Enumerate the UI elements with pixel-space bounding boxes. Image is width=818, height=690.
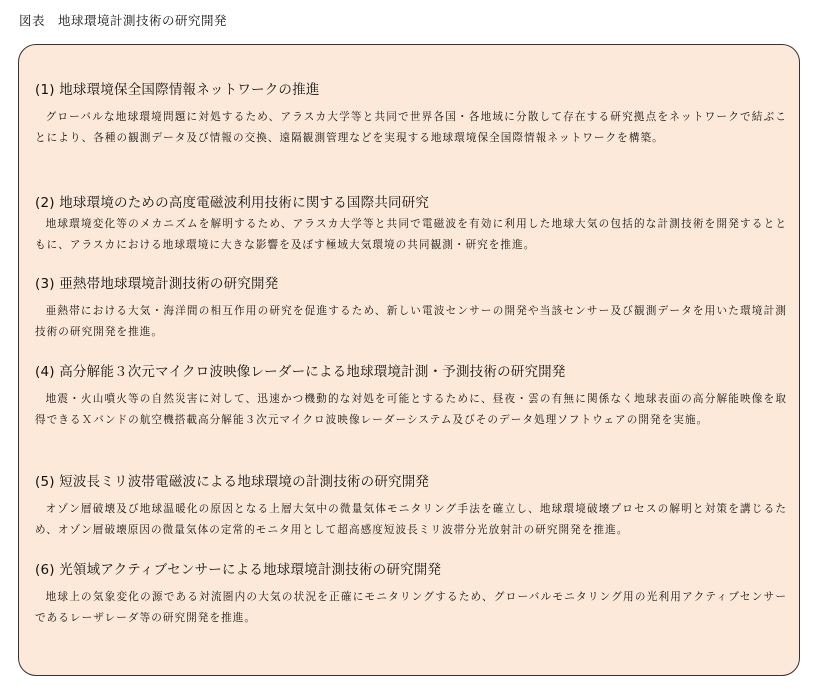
section-body: 亜熱帯における大気・海洋間の相互作用の研究を促進するため、新しい電波センサーの開発や当該センサー及び観測データを用いた環境計測技術の研究開発を推進。 [35, 305, 787, 338]
section-2 [35, 194, 787, 256]
section-4 [35, 363, 787, 431]
section-1 [35, 81, 787, 149]
section-heading: (6) 光領域アクティブセンサーによる地球環境計測技術の研究開発 [35, 562, 442, 578]
section-body: 地震・火山噴火等の自然災害に対して、迅速かつ機動的な対処を可能とするために、昼夜・雲の有無に関係なく地球表面の高分解能映像を取得できるＸバンドの航空機搭載高分解能３次元マイクロ波映像レーダーシステム及びそのデータ処理ソフトウェアの開発を実施。 [35, 393, 787, 426]
section-heading: (2) 地球環境のための高度電磁波利用技術に関する国際共同研究 [35, 195, 430, 211]
section-3 [35, 275, 787, 343]
figure-caption: 図表 地球環境計測技術の研究開発 [19, 13, 228, 28]
section-heading: (4) 高分解能３次元マイクロ波映像レーダーによる地球環境計測・予測技術の研究開発 [35, 364, 566, 380]
section-body: 地球環境変化等のメカニズムを解明するため、アラスカ大学等と共同で電磁波を有効に利用した地球大気の包括的な計測技術を開発するとともに、アラスカにおける地球環境に大きな影響を及ぼす極域大気環境の共同観測・研究を推進。 [35, 218, 787, 251]
section-5 [35, 473, 787, 541]
section-body: オゾン層破壊及び地球温暖化の原因となる上層大気中の微量気体モニタリング手法を確立し、地球環境破壊プロセスの解明と対策を講じるため、オゾン層破壊原因の微量気体の定常的モニタ用として超高感度短波長ミリ波帯分光放射計の研究開発を推進。 [35, 503, 787, 536]
section-body: 地球上の気象変化の源である対流圏内の大気の状況を正確にモニタリングするため、グローバルモニタリング用の光利用アクティブセンサーであるレーザレーダ等の研究開発を推進。 [35, 591, 787, 624]
section-heading: (5) 短波長ミリ波帯電磁波による地球環境の計測技術の研究開発 [35, 474, 430, 490]
section-body: グローバルな地球環境問題に対処するため、アラスカ大学等と共同で世界各国・各地域に分散して存在する研究拠点をネットワークで結ぶことにより、各種の観測データ及び情報の交換、遠隔観測管理などを実現する地球環境保全国際情報ネットワークを構築。 [35, 111, 787, 144]
section-6 [35, 561, 787, 629]
section-heading: (1) 地球環境保全国際情報ネットワークの推進 [35, 82, 320, 98]
section-heading: (3) 亜熱帯地球環境計測技術の研究開発 [35, 276, 279, 292]
content-panel [18, 44, 800, 676]
